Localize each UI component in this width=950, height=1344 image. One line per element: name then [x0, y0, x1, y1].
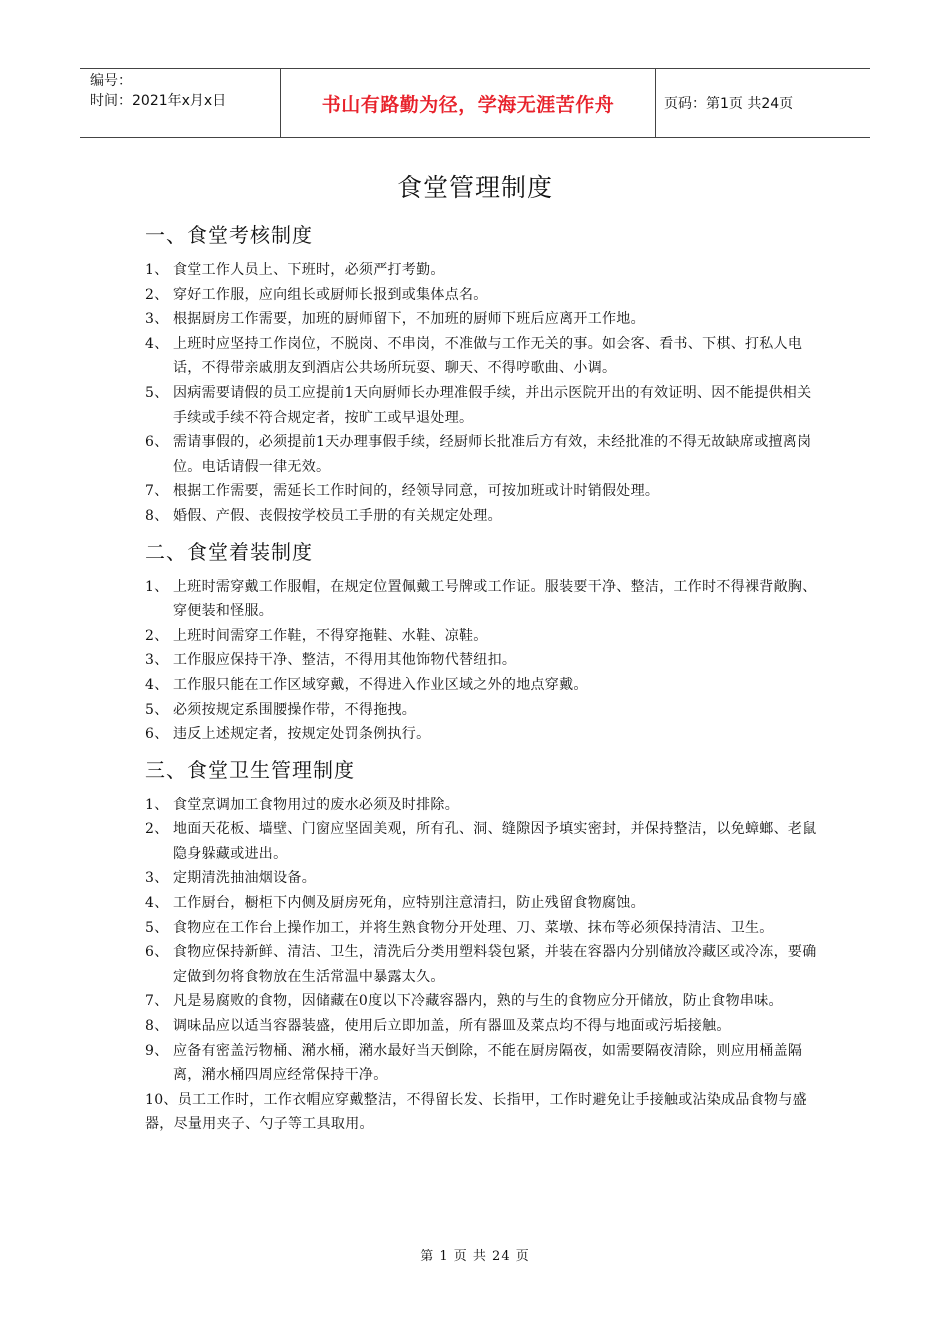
list-item	[145, 479, 825, 504]
list-item	[145, 916, 825, 941]
item-number: 8、	[145, 1018, 169, 1035]
item-number: 3、	[145, 652, 169, 669]
list-item	[145, 430, 825, 479]
item-text: 根据厨房工作需要，加班的厨师留下，不加班的厨师下班后应离开工作地。	[173, 311, 645, 328]
list-item	[145, 1039, 825, 1088]
page-header	[80, 68, 870, 138]
list-item	[145, 1088, 825, 1137]
item-number: 5、	[145, 384, 169, 401]
item-text: 工作服应保持干净、整洁，不得用其他饰物代替纽扣。	[173, 652, 517, 669]
motto: 书山有路勤为径，学海无涯苦作舟	[321, 93, 615, 116]
item-text: 工作服只能在工作区域穿戴，不得进入作业区域之外的地点穿戴。	[173, 676, 588, 693]
item-number: 5、	[145, 919, 169, 936]
item-number: 4、	[145, 335, 169, 352]
list-item	[145, 866, 825, 891]
section-heading: 三、食堂卫生管理制度	[145, 757, 355, 782]
item-number: 2、	[145, 286, 169, 303]
item-text: 定期清洗抽油烟设备。	[173, 870, 316, 887]
item-number: 1、	[145, 262, 169, 278]
item-text: 食堂工作人员上、下班时，必须严打考勤。	[173, 262, 445, 278]
list-item	[145, 989, 825, 1014]
item-text: 食物应在工作台上操作加工，并将生熟食物分开处理、刀、菜墩、抹布等必须保持清洁、卫生。	[173, 919, 774, 936]
list-item	[145, 817, 825, 866]
list-item	[145, 1014, 825, 1039]
item-text: 穿好工作服，应向组长或厨师长报到或集体点名。	[173, 286, 488, 303]
list-item	[145, 283, 825, 308]
item-number: 5、	[145, 701, 169, 718]
list-item	[145, 381, 825, 430]
item-number: 2、	[145, 627, 169, 644]
item-number: 6、	[145, 944, 169, 961]
list-item	[145, 332, 825, 381]
list-item	[145, 673, 825, 698]
list-item	[145, 575, 825, 624]
item-text: 应备有密盖污物桶、潲水桶，潲水最好当天倒除，不能在厨房隔夜，如需要隔夜清除，则应用桶盖隔离，潲水桶四周应经常保持干净。	[173, 1042, 803, 1084]
item-number: 1、	[145, 578, 169, 595]
item-number: 2、	[145, 821, 169, 838]
item-text: 工作厨台，橱柜下内侧及厨房死角，应特别注意清扫，防止残留食物腐蚀。	[173, 895, 645, 912]
list-item	[145, 722, 825, 747]
number-label: 编号：	[90, 73, 132, 89]
item-number: 4、	[145, 895, 169, 912]
list-item	[145, 698, 825, 723]
list-item	[145, 891, 825, 916]
item-text: 必须按规定系围腰操作带，不得拖拽。	[173, 701, 417, 718]
list-item	[145, 307, 825, 332]
item-text: 食堂烹调加工食物用过的废水必须及时排除。	[173, 796, 459, 813]
list-item	[145, 258, 825, 283]
item-number: 7、	[145, 993, 169, 1010]
item-text: 因病需要请假的员工应提前1天向厨师长办理准假手续，并出示医院开出的有效证明、因不能提供相关手续或手续不符合规定者，按旷工或早退处理。	[173, 384, 812, 426]
item-text: 调味品应以适当容器装盛，使用后立即加盖，所有器皿及菜点均不得与地面或污垢接触。	[173, 1018, 731, 1035]
document-body	[145, 218, 825, 1143]
item-number: 10、	[145, 1091, 178, 1108]
section-spacer	[145, 529, 825, 535]
item-text: 地面天花板、墙壁、门窗应坚固美观，所有孔、洞、缝隙因予填实密封，并保持整洁，以免蟑螂、老鼠隐身躲藏或进出。	[173, 821, 817, 862]
list-item	[145, 648, 825, 673]
item-text: 违反上述规定者，按规定处罚条例执行。	[173, 726, 431, 743]
item-text: 食物应保持新鲜、清洁、卫生，清洗后分类用塑料袋包紧，并装在容器内分别储放冷藏区或冷冻，要确定做到勿将食物放在生活常温中暴露太久。	[173, 944, 817, 985]
document-title: 食堂管理制度	[396, 173, 553, 202]
item-number: 9、	[145, 1042, 169, 1059]
list-item	[145, 624, 825, 649]
item-text: 需请事假的，必须提前1天办理事假手续，经厨师长批准后方有效，未经批准的不得无故缺席或擅离岗位。电话请假一律无效。	[173, 434, 812, 475]
item-text: 婚假、产假、丧假按学校员工手册的有关规定处理。	[173, 507, 502, 524]
item-text: 凡是易腐败的食物，因储藏在0度以下冷藏容器内，熟的与生的食物应分开储放，防止食物串味。	[173, 993, 783, 1010]
section-heading: 一、食堂考核制度	[145, 223, 313, 247]
item-number: 3、	[145, 311, 169, 328]
item-text: 员工工作时，工作衣帽应穿戴整洁，不得留长发、长指甲，工作时避免让手接触或沾染成品食物与盛器，尽量用夹子、勺子等工具取用。	[145, 1091, 807, 1133]
item-number: 3、	[145, 870, 169, 887]
item-text: 上班时需穿戴工作服帽，在规定位置佩戴工号牌或工作证。服装要干净、整洁，工作时不得裸背敞胸、穿便装和怪服。	[173, 578, 817, 620]
list-item	[145, 793, 825, 818]
list-item	[145, 504, 825, 529]
page-footer: 第 1 页 共 24 页	[420, 1249, 530, 1264]
item-number: 4、	[145, 676, 169, 693]
header-page-cell	[656, 69, 870, 137]
list-item	[145, 940, 825, 989]
item-number: 8、	[145, 507, 169, 524]
time-label: 时间：2021年x月x日	[90, 93, 227, 109]
item-number: 7、	[145, 483, 169, 500]
section-heading: 二、食堂着装制度	[145, 539, 313, 564]
page-label: 页码：第1页 共24页	[664, 96, 794, 112]
item-number: 6、	[145, 726, 169, 743]
item-text: 上班时间需穿工作鞋，不得穿拖鞋、水鞋、凉鞋。	[173, 627, 488, 644]
item-number: 6、	[145, 434, 169, 451]
item-number: 1、	[145, 796, 169, 813]
item-text: 根据工作需要，需延长工作时间的，经领导同意，可按加班或计时销假处理。	[173, 483, 660, 500]
section-spacer	[145, 1137, 825, 1143]
header-motto-cell	[280, 69, 656, 137]
section-spacer	[145, 747, 825, 753]
header-meta	[80, 69, 280, 137]
item-text: 上班时应坚持工作岗位，不脱岗、不串岗，不准做与工作无关的事。如会客、看书、下棋、打私人电话，不得带亲戚朋友到酒店公共场所玩耍、聊天、不得哼歌曲、小调。	[173, 335, 803, 377]
